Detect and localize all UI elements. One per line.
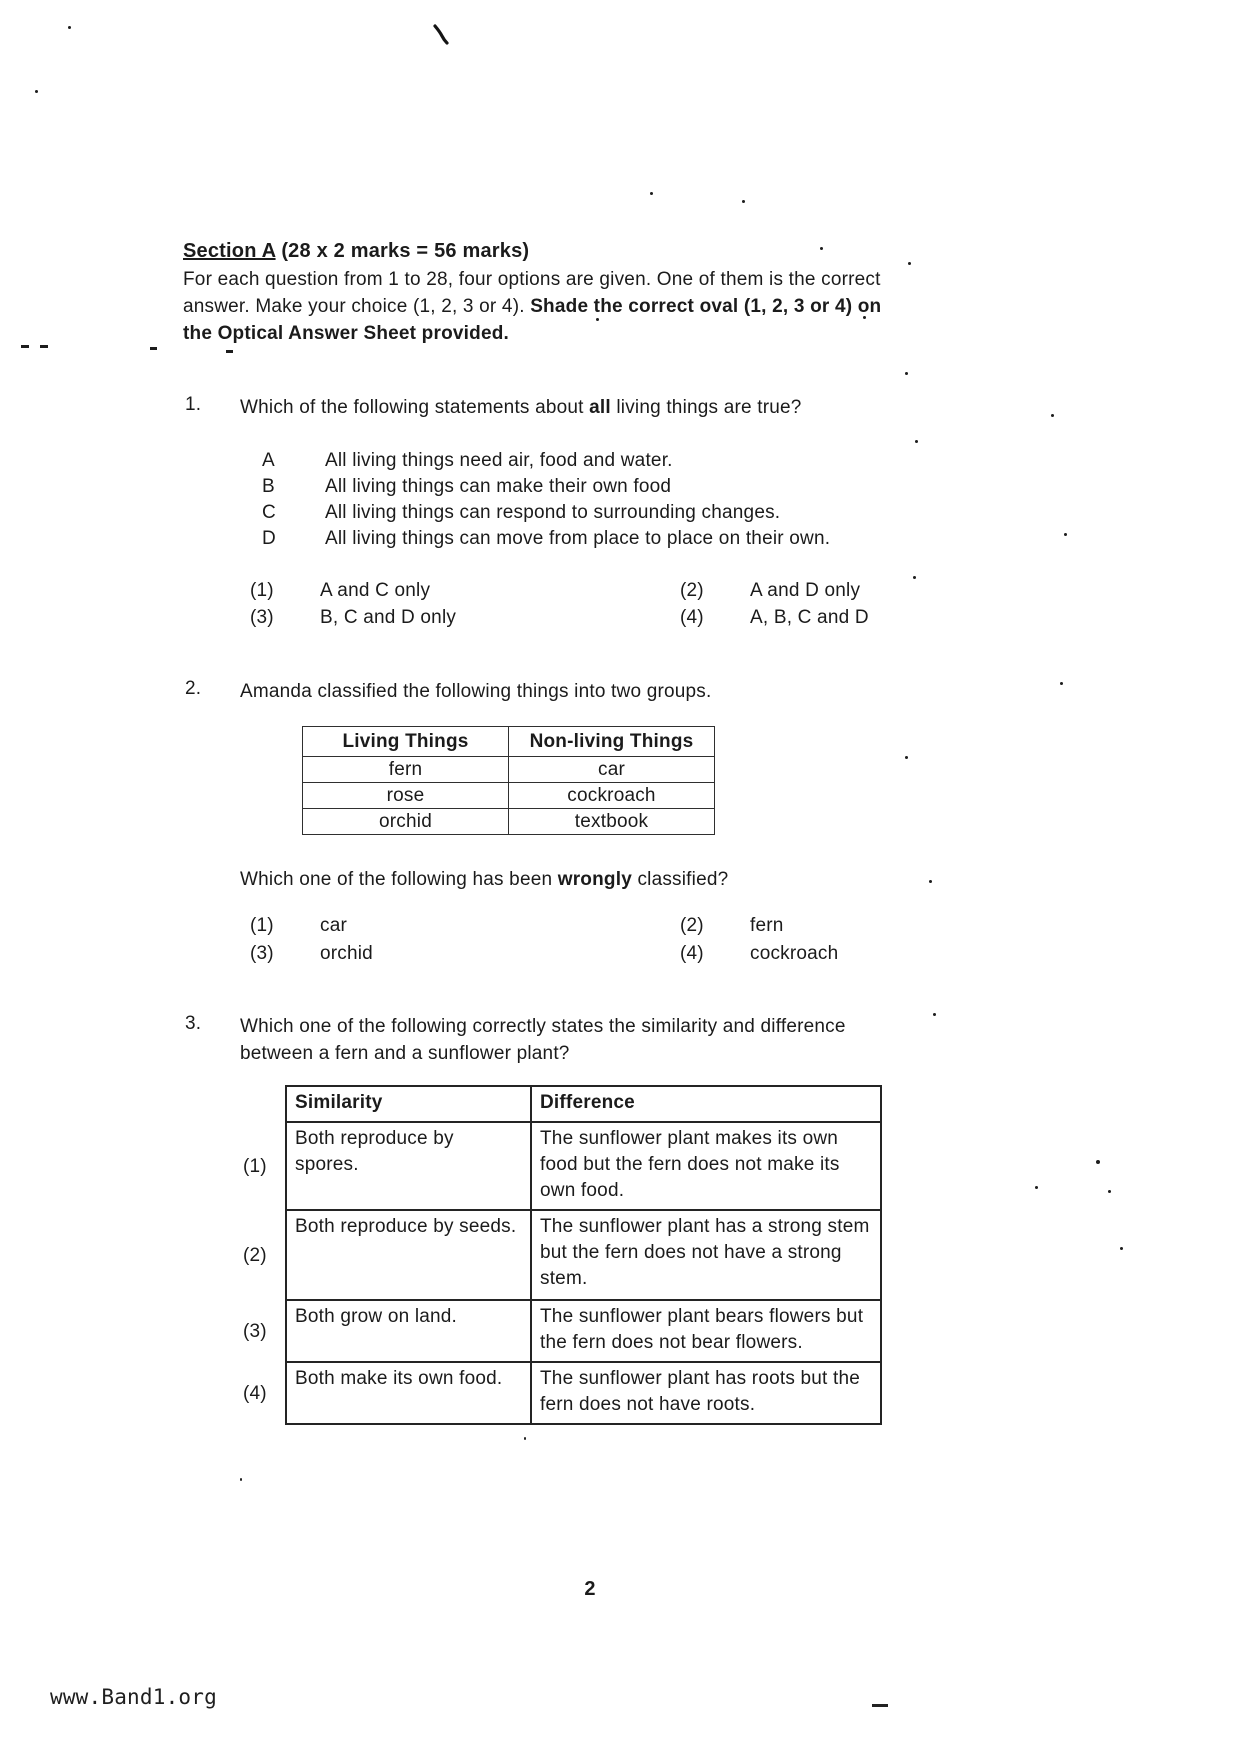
scan-speck	[933, 1013, 936, 1016]
scan-speck	[1096, 1160, 1100, 1164]
statement-label: A	[262, 450, 275, 471]
q1-option-text: A and D only	[750, 580, 861, 601]
similarity-cell: Both make its own food.	[285, 1363, 530, 1425]
q2-option-text: orchid	[320, 943, 373, 964]
q2-option-text: cockroach	[750, 943, 839, 964]
q1-prompt-bold: all	[589, 397, 611, 418]
scan-speck	[226, 350, 233, 353]
q2-prompt2-bold: wrongly	[557, 869, 632, 890]
q1-number: 1.	[185, 394, 202, 415]
scan-speck	[150, 347, 157, 350]
q2-option-label: (4)	[680, 943, 704, 964]
table-cell: car	[509, 757, 715, 783]
difference-cell: The sunflower plant bears flowers but the fern does not bear flowers.	[530, 1301, 882, 1363]
scan-speck	[650, 192, 653, 195]
row-label: (2)	[243, 1245, 267, 1266]
scan-speck	[913, 576, 916, 579]
q2-option-label: (3)	[250, 943, 274, 964]
table-row	[303, 809, 715, 835]
q2-option-text: fern	[750, 915, 784, 936]
comparison-table	[243, 1085, 882, 1425]
q2-prompt: Amanda classified the following things into two groups.	[240, 681, 712, 702]
scan-speck	[524, 1437, 526, 1440]
q1-statements	[262, 448, 830, 552]
scan-speck	[1108, 1190, 1111, 1193]
row-label: (1)	[243, 1156, 267, 1177]
difference-cell: The sunflower plant has roots but the fern does not have roots.	[530, 1363, 882, 1425]
statement-text: All living things need air, food and water.	[325, 450, 673, 471]
scan-speck	[35, 90, 38, 93]
scan-speck	[1035, 1186, 1038, 1189]
row-label: (3)	[243, 1321, 267, 1342]
scan-speck	[240, 1478, 242, 1481]
q1-prompt	[240, 394, 940, 421]
q1-prompt-post: living things are true?	[610, 397, 802, 418]
q1-option-text: B, C and D only	[320, 607, 457, 628]
q2-number: 2.	[185, 678, 202, 699]
scan-speck	[21, 345, 29, 348]
table-cell: fern	[303, 757, 509, 783]
q1-option-label: (2)	[680, 580, 704, 601]
table-header-cell: Similarity	[285, 1085, 530, 1123]
statement-label: B	[262, 476, 275, 497]
classification-table	[302, 726, 715, 835]
q2-option-text: car	[320, 915, 347, 936]
statement-text: All living things can move from place to place on their own.	[325, 528, 831, 549]
q2-prompt2-post: classified?	[631, 869, 729, 890]
table-header-cell: Living Things	[303, 727, 509, 757]
statement-label: C	[262, 502, 276, 523]
scan-speck	[1060, 682, 1063, 685]
table-row	[303, 757, 715, 783]
similarity-cell: Both grow on land.	[285, 1301, 530, 1363]
scan-speck	[68, 26, 71, 29]
table-header-cell: Difference	[530, 1085, 882, 1123]
section-heading	[183, 240, 529, 263]
scan-speck	[1051, 414, 1054, 417]
statement-text: All living things can make their own food	[325, 476, 672, 497]
statement-row	[262, 448, 830, 474]
scan-speck	[905, 372, 908, 375]
row-label	[243, 1085, 285, 1123]
page-number: 2	[584, 1578, 596, 1600]
statement-row	[262, 526, 830, 552]
similarity-cell: Both reproduce by seeds.	[285, 1211, 530, 1301]
q2-prompt2-pre: Which one of the following has been	[240, 869, 558, 890]
dash-mark	[872, 1704, 888, 1707]
q1-prompt-pre: Which of the following statements about	[240, 397, 590, 418]
row-label: (4)	[243, 1383, 267, 1404]
q2-prompt2	[240, 866, 940, 893]
q1-option-label: (4)	[680, 607, 704, 628]
table-header-row	[303, 727, 715, 757]
table-cell: rose	[303, 783, 509, 809]
scan-speck	[820, 247, 823, 250]
scan-speck	[1120, 1247, 1123, 1250]
statement-row	[262, 474, 830, 500]
q3-prompt: Which one of the following correctly states the similarity and difference between a fern and a sunflower plant?	[240, 1016, 846, 1064]
statement-row	[262, 500, 830, 526]
table-cell: orchid	[303, 809, 509, 835]
difference-cell: The sunflower plant has a strong stem but the fern does not have a strong stem.	[530, 1211, 882, 1301]
difference-cell: The sunflower plant makes its own food but the fern does not make its own food.	[530, 1123, 882, 1211]
q2-option-label: (2)	[680, 915, 704, 936]
scan-speck	[915, 440, 918, 443]
scan-speck	[40, 345, 48, 348]
scan-speck	[908, 262, 911, 265]
footer-site: www.Band1.org	[50, 1685, 217, 1709]
section-marks: (28 x 2 marks = 56 marks)	[275, 240, 530, 262]
table-cell: cockroach	[509, 783, 715, 809]
statement-label: D	[262, 528, 276, 549]
table-row	[303, 783, 715, 809]
section-instructions	[183, 266, 901, 347]
section-title: Section A	[183, 240, 276, 262]
pen-mark-icon	[432, 24, 450, 46]
table-cell: textbook	[509, 809, 715, 835]
scan-speck	[742, 200, 745, 203]
table-header-cell: Non-living Things	[509, 727, 715, 757]
q1-option-text: A and C only	[320, 580, 431, 601]
instructions-bold-text: Shade the correct oval (1, 2, 3 or 4) on the Optical Answer Sheet provided.	[183, 296, 882, 344]
scan-speck	[1064, 533, 1067, 536]
q1-option-text: A, B, C and D	[750, 607, 869, 628]
q1-option-label: (3)	[250, 607, 274, 628]
instructions-text: For each question from 1 to 28, four options are given. One of them is the correct answer. Make your choice (1, 2, 3 or 4).	[183, 269, 881, 317]
scan-speck	[905, 756, 908, 759]
q3-number: 3.	[185, 1013, 202, 1034]
q1-option-label: (1)	[250, 580, 274, 601]
statement-text: All living things can respond to surrounding changes.	[325, 502, 781, 523]
similarity-cell: Both reproduce by spores.	[285, 1123, 530, 1211]
q2-option-label: (1)	[250, 915, 274, 936]
